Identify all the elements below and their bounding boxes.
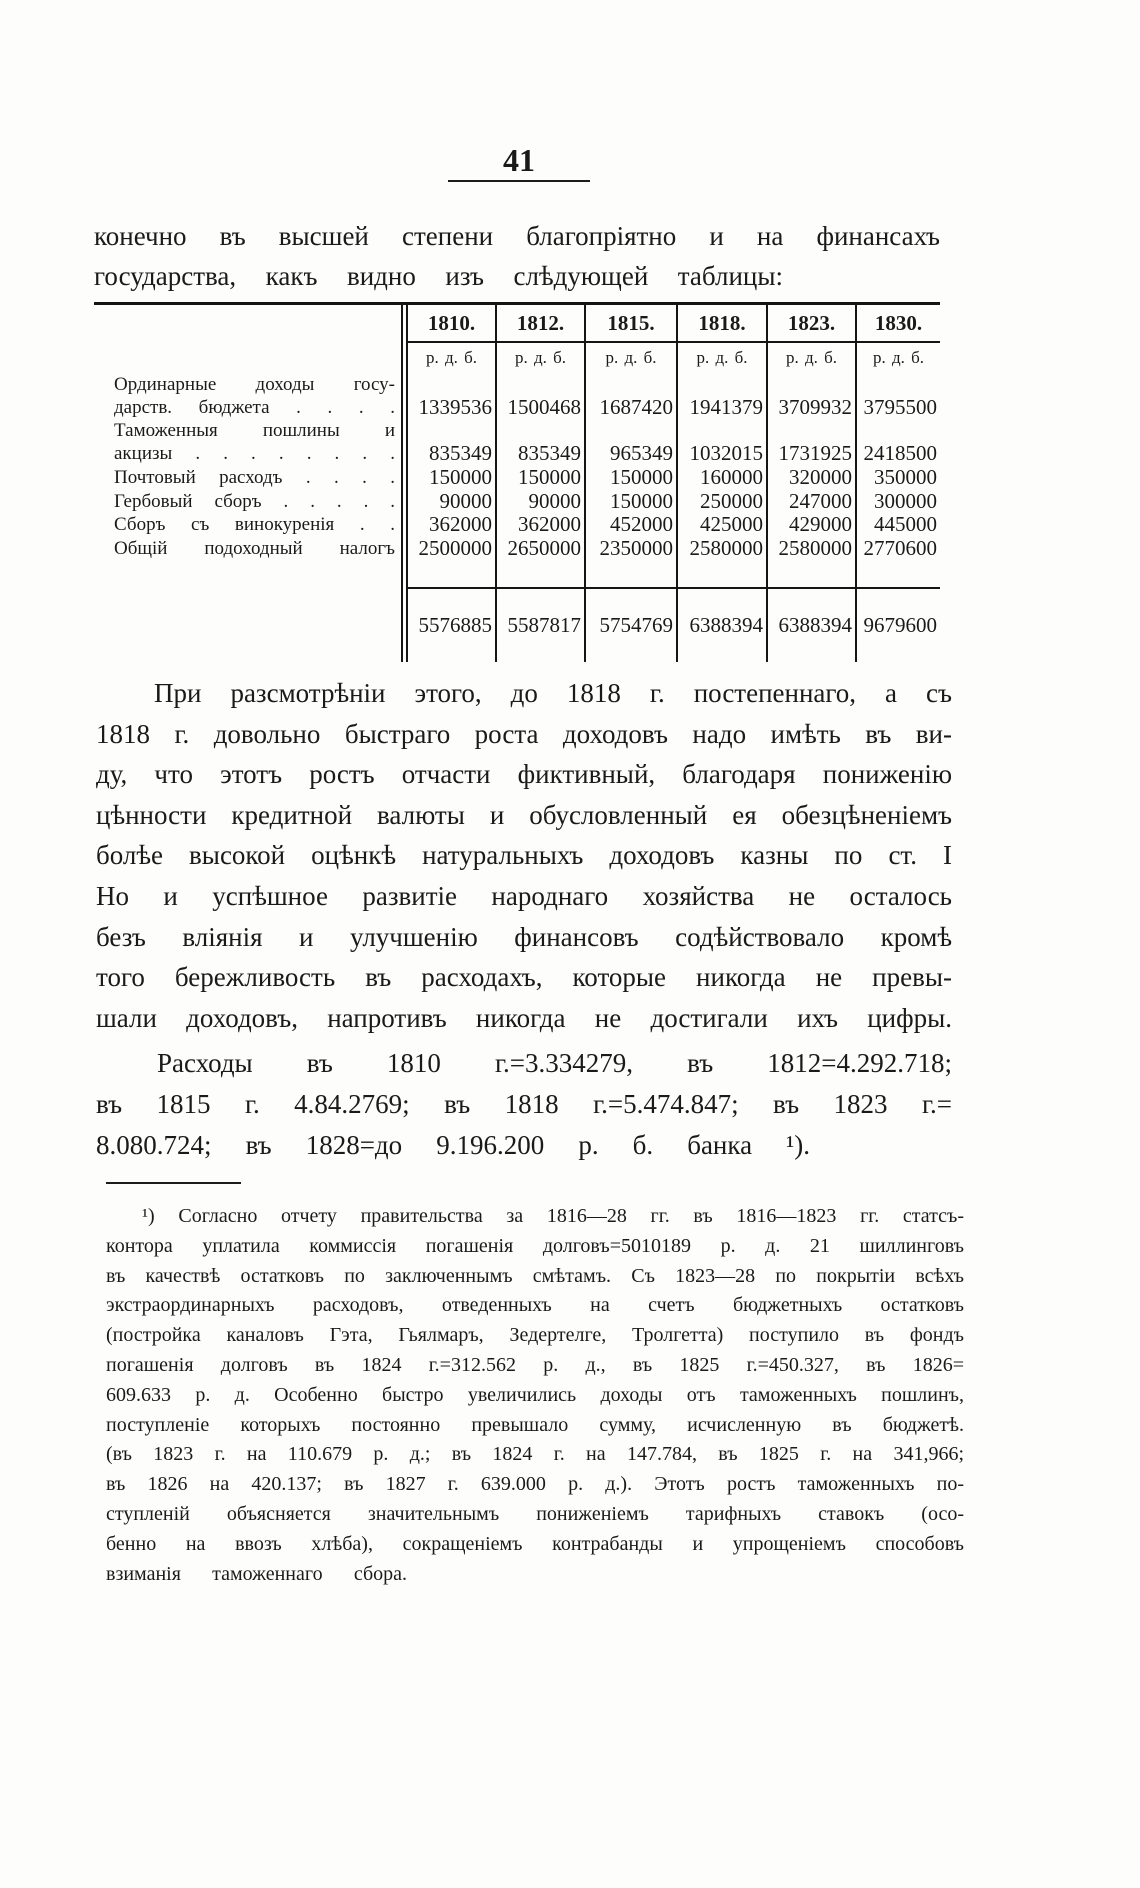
table-cell: 835349	[495, 419, 584, 465]
table-cell: 150000	[429, 464, 492, 489]
table-cell: 835349	[429, 441, 492, 465]
year-header: 1823.	[766, 305, 855, 343]
unit-header: р. д. б.	[676, 343, 766, 372]
text-line: 1818 г. довольно быстраго роста доходовъ надо имѣть въ ви-	[96, 718, 952, 749]
table-cell: 150000	[584, 489, 676, 513]
total-cell: 5754769	[584, 589, 676, 662]
row-label-line: Ординарные доходы госу-	[114, 373, 395, 395]
sum-rule	[766, 560, 855, 589]
total-cell: 5576885	[418, 613, 492, 637]
sum-rule	[676, 560, 766, 589]
footnote-line: экстраординарныхъ расходовъ, отведенныхъ на счетъ бюджетныхъ остатковъ	[106, 1294, 964, 1317]
unit-header: р. д. б.	[766, 343, 855, 372]
table-cell: 2500000	[418, 535, 492, 560]
intro-paragraph	[94, 216, 940, 296]
row-label	[94, 465, 408, 489]
year-header: 1815.	[584, 305, 676, 343]
row-label-line: дарств. бюджета . . . .	[114, 396, 395, 418]
footnote-line: ступленій объясняется значительнымъ пониженіемъ тарифныхъ ставокъ (осо-	[106, 1502, 964, 1525]
table-cell: 2418500	[855, 419, 940, 465]
row-label-line: акцизы . . . . . . . .	[114, 443, 395, 464]
table-cell: 90000	[439, 488, 492, 513]
text-line: государства, какъ видно изъ слѣдующей таблицы:	[94, 261, 783, 291]
row-label	[94, 536, 408, 560]
year-header: 1810.	[408, 305, 495, 343]
table-cell: 1687420	[584, 372, 676, 419]
table-cell: 2770600	[855, 536, 940, 560]
sum-rule	[495, 560, 584, 589]
row-label	[94, 489, 408, 513]
row-label-line: Общій подоходный налогъ	[114, 537, 395, 559]
text-line: цѣнности кредитной валюты и обусловленный ея обезцѣненіемъ	[96, 799, 952, 830]
table-cell: 250000	[676, 489, 766, 513]
text-line: шали доходовъ, напротивъ никогда не достигали ихъ цифры.	[96, 1002, 952, 1033]
text-line: Расходы въ 1810 г.=3.334279, въ 1812=4.292.718;	[157, 1048, 952, 1078]
unit-header: р. д. б.	[584, 343, 676, 372]
table-cell: 150000	[495, 465, 584, 489]
unit-header: р. д. б.	[495, 343, 584, 372]
table-cell: 362000	[429, 512, 492, 536]
text-line: въ 1815 г. 4.84.2769; въ 1818 г.=5.474.847; въ 1823 г.=	[96, 1089, 952, 1119]
unit-header: р. д. б.	[855, 343, 940, 372]
footnote-line: (постройка каналовъ Гэта, Гьялмаръ, Зедертелге, Тролгетта) поступило въ фондъ	[106, 1324, 964, 1347]
row-label	[94, 372, 408, 419]
footnote-line: бенно на ввозъ хлѣба), сокращеніемъ контрабанды и упрощеніемъ способовъ	[106, 1532, 964, 1555]
sum-rule	[408, 560, 495, 589]
footnote-line: поступленіе которыхъ постоянно превышало сумму, исчисленную въ бюджетѣ.	[106, 1413, 964, 1436]
footnote-line: ¹) Согласно отчету правительства за 1816—28 гг. въ 1816—1823 гг. статсъ-	[142, 1205, 964, 1227]
footnote-line: 609.633 р. д. Особенно быстро увеличились доходы отъ таможенныхъ пошлинъ,	[106, 1383, 964, 1406]
footnote-line: погашенія долговъ въ 1824 г.=312.562 р. д., въ 1825 г.=450.327, въ 1826=	[106, 1353, 964, 1376]
table-cell: 3709932	[766, 372, 855, 419]
table-cell: 320000	[766, 465, 855, 489]
table-cell: 160000	[676, 465, 766, 489]
table-cell: 2580000	[676, 536, 766, 560]
row-label-line: Таможенныя пошлины и	[114, 420, 395, 441]
year-header: 1830.	[855, 305, 940, 343]
sum-rule	[584, 560, 676, 589]
sum-rule	[855, 560, 940, 589]
row-label	[94, 513, 408, 536]
table-cell: 247000	[766, 489, 855, 513]
year-header: 1812.	[495, 305, 584, 343]
footnote-line: (въ 1823 г. на 110.679 р. д.; въ 1824 г. на 147.784, въ 1825 г. на 341,966;	[106, 1443, 964, 1466]
table-cell: 2650000	[495, 536, 584, 560]
table-cell: 2580000	[766, 536, 855, 560]
body-paragraph	[96, 673, 952, 1038]
text-line: конечно въ высшей степени благопріятно и на финансахъ	[94, 221, 940, 251]
table-cell: 90000	[495, 489, 584, 513]
table-cell: 300000	[855, 489, 940, 513]
footnote-line: взиманія таможеннаго сбора.	[106, 1562, 407, 1585]
total-cell: 6388394	[766, 589, 855, 662]
table-corner-cell	[94, 305, 408, 343]
table-cell: 2350000	[584, 536, 676, 560]
table-cell: 1941379	[676, 372, 766, 419]
table-cell: 429000	[766, 513, 855, 536]
footnote-line: въ качествѣ остатковъ по заключеннымъ смѣтамъ. Съ 1823—28 по покрытіи всѣхъ	[106, 1264, 964, 1287]
table-cell: 1731925	[766, 419, 855, 465]
table-cell: 362000	[495, 513, 584, 536]
table-cell: 425000	[676, 513, 766, 536]
page-number: 41	[448, 140, 590, 182]
table-cell: 965349	[584, 419, 676, 465]
table-cell: 445000	[855, 513, 940, 536]
table-cell: 3795500	[855, 372, 940, 419]
footnote-separator	[106, 1182, 241, 1184]
text-line: того бережливость въ расходахъ, которые никогда не превы-	[96, 962, 952, 993]
year-header: 1818.	[676, 305, 766, 343]
text-line: безъ вліянія и улучшенію финансовъ содѣйствовало кромѣ	[96, 921, 952, 952]
text-line: ду, что этотъ ростъ отчасти фиктивный, благодаря пониженію	[96, 759, 952, 790]
table-cell: 350000	[855, 465, 940, 489]
text-line: Но и успѣшное развитіе народнаго хозяйства не осталось	[96, 880, 952, 911]
table-cell: 1032015	[676, 419, 766, 465]
table-label-cell	[94, 343, 408, 372]
table-cell: 150000	[584, 465, 676, 489]
table-cell: 452000	[584, 513, 676, 536]
total-cell: 9679600	[855, 589, 940, 662]
footnote	[106, 1202, 964, 1589]
footnote-line: контора уплатила коммиссія погашенія долговъ=5010189 р. д. 21 шиллинговъ	[106, 1234, 964, 1257]
text-line: При разсмотрѣніи этого, до 1818 г. постепеннаго, а съ	[154, 678, 952, 708]
row-label	[94, 419, 408, 465]
table-cell: 1339536	[418, 395, 492, 419]
body-paragraph	[96, 1043, 952, 1166]
footnote-line: въ 1826 на 420.137; въ 1827 г. 639.000 р. д.). Этотъ ростъ таможенныхъ по-	[106, 1473, 964, 1496]
revenue-table	[94, 302, 940, 662]
row-label-line: Почтовый расходъ . . . .	[114, 466, 395, 488]
row-label-line: Сборъ съ винокуренія . .	[114, 514, 395, 535]
table-cell: 1500468	[495, 372, 584, 419]
unit-header: р. д. б.	[425, 347, 478, 367]
table-label-cell	[94, 589, 408, 662]
table-label-cell	[94, 560, 408, 589]
text-line: 8.080.724; въ 1828=до 9.196.200 р. б. банка ¹).	[96, 1130, 810, 1160]
total-cell: 6388394	[676, 589, 766, 662]
row-label-line: Гербовый сборъ . . . . .	[114, 490, 395, 512]
text-line: болѣе высокой оцѣнкѣ натуральныхъ доходовъ казны по ст. I	[96, 840, 952, 871]
total-cell: 5587817	[495, 589, 584, 662]
